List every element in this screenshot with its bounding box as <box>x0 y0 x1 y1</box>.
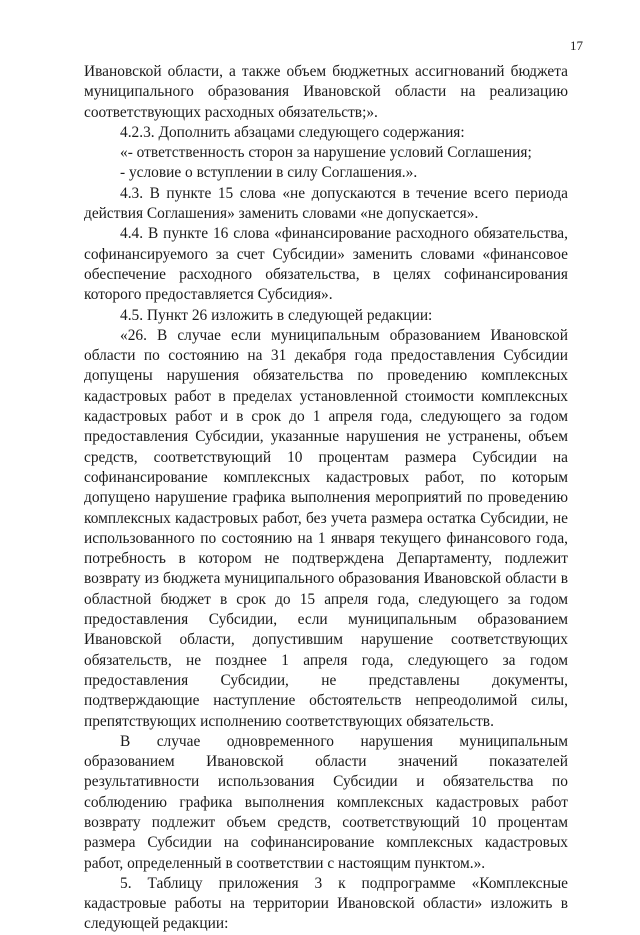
paragraph-simultaneous-violation: В случае одновременного нарушения муниципальным образованием Ивановской области значений показателей результативности использования Субсидии и обязательства по соблюдению графика выполнения комплексных кадастровых работ возврату подлежит объем средств, соответствующий 10 процентам размера Субсидии на софинансирование комплексных кадастровых работ, определенный в соответствии с настоящим пунктом.». <box>84 732 568 872</box>
document-body <box>84 62 568 935</box>
paragraph-quote-entry-into-force: - условие о вступлении в силу Соглашения.». <box>120 164 418 182</box>
paragraph-5: 5. Таблицу приложения 3 к подпрограмме «Комплексные кадастровые работы на территории Ивановской области» изложить в следующей редакции: <box>84 874 568 933</box>
paragraph-quote-responsibility: «- ответственность сторон за нарушение условий Соглашения; <box>120 144 532 162</box>
paragraph-4-4: 4.4. В пункте 16 слова «финансирование расходного обязательства, софинансируемого за счет Субсидии» заменить словами «финансовое обеспечение расходного обязательства, в целях софинансирования которого предоставляется Субсидия». <box>84 225 568 304</box>
paragraph-continuation: Ивановской области, а также объем бюджетных ассигнований бюджета муниципального образования Ивановской области на реализацию соответствующих расходных обязательств;». <box>84 63 568 121</box>
paragraph-item-26: «26. В случае если муниципальным образованием Ивановской области по состоянию на 31 декабря года предоставления Субсидии допущены нарушения обязательства по проведению комплексных кадастровых работ в пределах установленной стоимости комплексных кадастровых работ и в срок до 1 апреля года, следующего за годом предоставления Субсидии, указанные нарушения не устранены, объем средств, соответствующий 10 процентам размера Субсидии на софинансирование комплексных кадастровых работ, по которым допущено нарушение графика выполнения мероприятий по проведению комплексных кадастровых работ, без учета размера остатка Субсидии, не использованного по состоянию на 1 января текущего финансового года, потребность в котором не подтверждена Департаменту, подлежит возврату из бюджета муниципального образования Ивановской области в областной бюджет в срок до 15 апреля года, следующего за годом предоставления Субсидии, если муниципальным образованием Ивановской области, допустившим нарушение соответствующих обязательств, не позднее 1 апреля года, следующего за годом предоставления Субсидии, не представлены документы, подтверждающие наступление обстоятельств непреодолимой силы, препятствующих исполнению соответствующих обязательств. <box>84 326 568 730</box>
page-number: 17 <box>570 38 583 53</box>
paragraph-4-3: 4.3. В пункте 15 слова «не допускаются в течение всего периода действия Соглашения» заменить словами «не допускается». <box>84 184 568 223</box>
paragraph-4-2-3: 4.2.3. Дополнить абзацами следующего содержания: <box>120 123 465 141</box>
paragraph-4-5: 4.5. Пункт 26 изложить в следующей редакции: <box>120 306 433 324</box>
